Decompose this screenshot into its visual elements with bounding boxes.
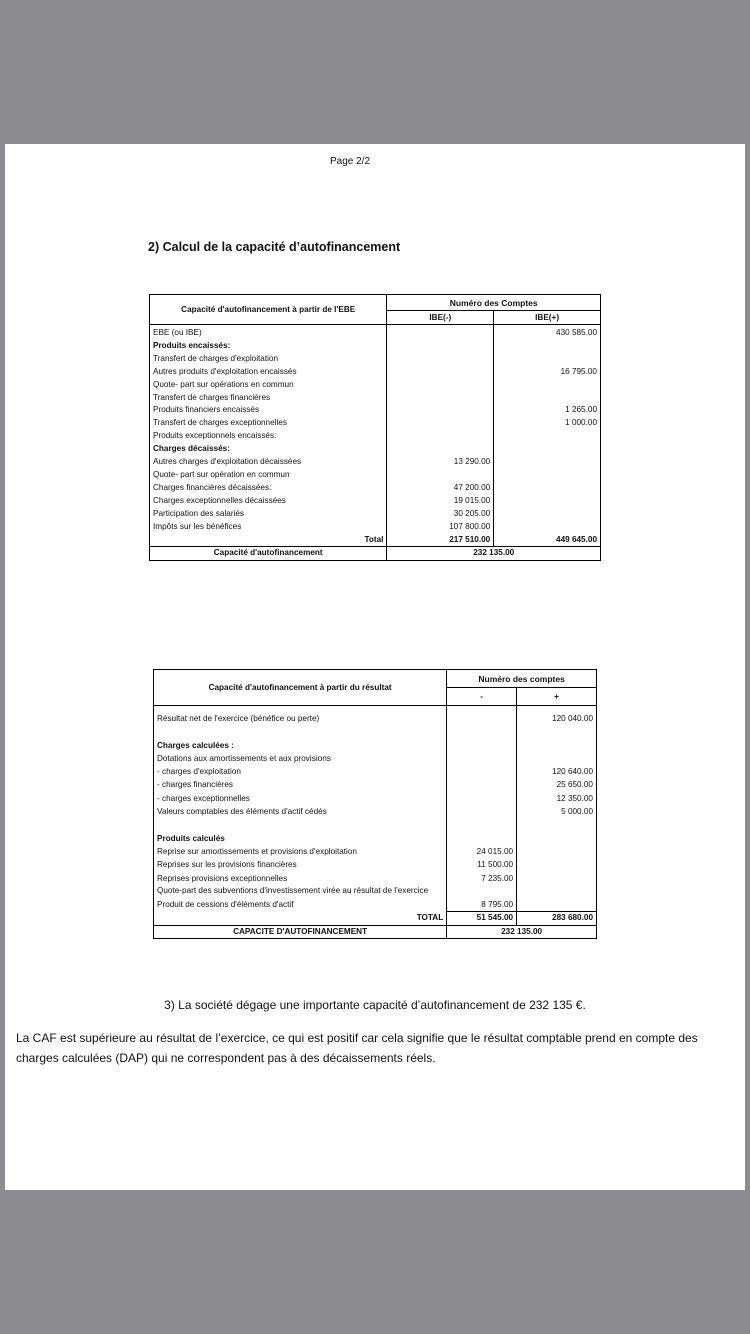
table2-cell-label: - charges d'exploitation (154, 765, 447, 778)
table2-cell-label: Charges calculées : (154, 739, 447, 752)
table1-cell-label: Produits encaissés: (150, 340, 387, 353)
table1-cell-label: Transfert de charges d'exploitation (150, 353, 387, 366)
table1-cell-plus (494, 340, 601, 353)
table2-total-plus: 283 680.00 (517, 912, 597, 926)
table2-cell-plus: 25 650.00 (556, 780, 593, 790)
table1-body (150, 325, 601, 534)
table1-cell-plus (494, 392, 601, 405)
table1-cell-minus: 107 800.00 (387, 521, 494, 534)
table1-cell-minus (387, 325, 494, 340)
table2-cell-plus (517, 752, 597, 765)
table1-cell-minus (387, 469, 494, 482)
table1-row (150, 430, 601, 443)
table2-title: Capacité d'autofinancement à partir du résultat (154, 670, 447, 706)
table2-cell-label: Produit de cessions d'éléments d'actif (154, 898, 447, 912)
table1-row (150, 353, 601, 366)
table1-cell-plus: 16 795.00 (560, 366, 597, 376)
table2-col-plus: + (517, 688, 597, 706)
table2-cell-minus (447, 818, 517, 831)
table1-cell-label: Charges financières décaissées: (150, 482, 387, 495)
document-page (5, 144, 745, 1190)
table2-cell-label: - charges financières (154, 778, 447, 791)
table2-cell-plus (517, 725, 597, 738)
table2-total-row (154, 912, 597, 926)
table2-total-minus: 51 545.00 (447, 912, 517, 926)
table2-cell-plus (517, 872, 597, 885)
table1-cell-minus: 30 205.00 (387, 508, 494, 521)
table1-cell-minus (387, 404, 494, 417)
table1-cell-minus (387, 443, 494, 456)
table1-cell-label: Transfert de charges financières (150, 392, 387, 405)
explanation-paragraph: La CAF est supérieure au résultat de l’exercice, ce qui est positif car cela signifie que le résultat comptable prend en compte des charges calculées (DAP) qui ne correspondent pas à des décaissements réels. (16, 1031, 698, 1065)
table1-cell-minus (387, 392, 494, 405)
table2-cell-plus (517, 885, 597, 898)
table2-group-header: Numéro des comptes (447, 670, 597, 688)
table1-cell-plus (494, 508, 601, 521)
table2-cell-minus: 11 500.00 (447, 858, 517, 871)
table1-cell-plus: 1 265.00 (565, 405, 597, 415)
table2-cell-plus (517, 845, 597, 858)
table2-cell-plus: 120 640.00 (552, 767, 593, 777)
table1-cell-label: Produits financiers encaissés (150, 404, 387, 417)
table1-cell-label: Quote- part sur opération en commun (150, 469, 387, 482)
table2-cell-label: - charges exceptionnelles (154, 792, 447, 805)
conclusion-text: 3) La société dégage une importante capacité d’autofinancement de 232 135 €. (164, 998, 586, 1012)
table2-cell-plus (517, 818, 597, 831)
table1-row (150, 379, 601, 392)
table1-row (150, 404, 601, 417)
table2-cell-label: Reprises sur les provisions financières (154, 858, 447, 871)
table1-row (150, 325, 601, 340)
table2-row (154, 778, 597, 791)
table2-caf-value: 232 135.00 (447, 925, 597, 939)
table2-row (154, 725, 597, 738)
table1-col-minus: IBE(-) (387, 311, 494, 325)
table1-cell-label: Autres charges d'exploitation décaissées (150, 456, 387, 469)
table1-row (150, 508, 601, 521)
table1-cell-plus (494, 482, 601, 495)
table2-cell-plus: 5 000.00 (561, 807, 593, 817)
table1-caf-value: 232 135.00 (387, 547, 601, 561)
table2-cell-label: Dotations aux amortissements et aux provisions (154, 752, 447, 765)
table2-cell-minus (447, 885, 517, 898)
table2-caf-row (154, 925, 597, 939)
table1-cell-label: Charges exceptionnelles décaissées (150, 495, 387, 508)
table1-cell-plus (494, 456, 601, 469)
table2-cell-minus: 24 015.00 (447, 845, 517, 858)
table1-cell-minus: 19 015.00 (387, 495, 494, 508)
table2-cell-minus (447, 752, 517, 765)
table1-row (150, 495, 601, 508)
table2-cell-label: Reprise sur amortissements et provisions d'exploitation (154, 845, 447, 858)
table2-row (154, 706, 597, 726)
table1-total-row (150, 534, 601, 547)
table2-row (154, 765, 597, 778)
section-title: 2) Calcul de la capacité d’autofinancement (148, 240, 401, 254)
table1-cell-label: Transfert de charges exceptionnelles (150, 417, 387, 430)
table2-col-minus: - (447, 688, 517, 706)
table1-cell-minus (387, 379, 494, 392)
table1-cell-minus (387, 417, 494, 430)
table2-cell-minus: 7 235.00 (447, 872, 517, 885)
table1-cell-plus (494, 379, 601, 392)
table1-cell-minus (387, 353, 494, 366)
table2-row (154, 858, 597, 871)
table2-cell-plus (517, 858, 597, 871)
table1-cell-label: Charges décaissés: (150, 443, 387, 456)
table1-cell-label: EBE (ou IBE) (150, 325, 387, 340)
page-number: Page 2/2 (329, 156, 371, 167)
table1-cell-plus (494, 521, 601, 534)
table2-row (154, 872, 597, 885)
table1-row (150, 417, 601, 430)
table1-cell-minus (387, 340, 494, 353)
table2-cell-minus (447, 725, 517, 738)
table2-cell-plus (517, 898, 597, 912)
table2-cell-minus (447, 765, 517, 778)
table1-cell-minus (387, 430, 494, 443)
table2-cell-label (154, 818, 447, 831)
table1-row (150, 443, 601, 456)
table2-cell-minus: 8 795.00 (447, 898, 517, 912)
table2-cell-minus (447, 792, 517, 805)
caf-resultat-table (153, 669, 597, 939)
table2-cell-label: Quote-part des subventions d'investissement virée au résultat de l'exercice (154, 885, 447, 898)
table1-cell-minus: 47 200.00 (387, 482, 494, 495)
table1-cell-label: Impôts sur les bénéfices (150, 521, 387, 534)
table1-cell-plus: 430 585.00 (556, 328, 597, 337)
table1-total-plus: 449 645.00 (494, 534, 601, 547)
table1-cell-plus (494, 495, 601, 508)
table1-row (150, 340, 601, 353)
table2-cell-minus (447, 739, 517, 752)
table1-col-plus: IBE(+) (494, 311, 601, 325)
table2-caf-label: CAPACITE D'AUTOFINANCEMENT (154, 925, 447, 939)
table1-row (150, 521, 601, 534)
table1-row (150, 392, 601, 405)
table2-cell-plus (517, 739, 597, 752)
table2-cell-label: Résultat net de l'exercice (bénéfice ou perte) (154, 706, 447, 726)
table2-row (154, 818, 597, 831)
table1-cell-label: Autres produits d'exploitation encaissés (150, 366, 387, 379)
table1-caf-row (150, 547, 601, 561)
table2-cell-plus: 120 040.00 (552, 714, 593, 723)
table2-cell-minus (447, 706, 517, 726)
table1-cell-minus: 13 290.00 (387, 456, 494, 469)
caf-ebe-table (149, 294, 601, 561)
table1-group-header: Numéro des Comptes (387, 295, 601, 311)
table1-cell-plus: 1 000.00 (565, 418, 597, 428)
table1-cell-minus (387, 366, 494, 379)
table2-row (154, 832, 597, 845)
table2-body (154, 706, 597, 912)
table2-cell-minus (447, 778, 517, 791)
table1-caf-label: Capacité d'autofinancement (150, 547, 387, 561)
table1-total-minus: 217 510.00 (387, 534, 494, 547)
table1-cell-label: Quote- part sur opérations en commun (150, 379, 387, 392)
table2-cell-label: Produits calculés (154, 832, 447, 845)
table2-row (154, 752, 597, 765)
table2-row (154, 885, 597, 898)
table1-row (150, 469, 601, 482)
table2-row (154, 805, 597, 818)
table2-row (154, 739, 597, 752)
table2-cell-label: Valeurs comptables des éléments d'actif cédés (154, 805, 447, 818)
table1-cell-plus (494, 443, 601, 456)
table2-cell-plus (517, 832, 597, 845)
table1-row (150, 366, 601, 379)
table2-row (154, 845, 597, 858)
table2-cell-minus (447, 805, 517, 818)
table1-row (150, 482, 601, 495)
table1-total-label: Total (150, 534, 387, 547)
table1-title: Capacité d'autofinancement à partir de l'EBE (150, 295, 387, 325)
table1-cell-label: Produits exceptionnels encaissés: (150, 430, 387, 443)
table1-cell-label: Participation des salariés (150, 508, 387, 521)
table2-cell-minus (447, 832, 517, 845)
table1-cell-plus (494, 469, 601, 482)
table1-row (150, 456, 601, 469)
table2-row (154, 898, 597, 912)
table2-cell-plus: 12 350.00 (556, 793, 593, 803)
table1-cell-plus (494, 353, 601, 366)
table2-cell-label (154, 725, 447, 738)
table1-cell-plus (494, 430, 601, 443)
table2-row (154, 792, 597, 805)
table2-total-label: TOTAL (154, 912, 447, 926)
table2-cell-label: Reprises provisions exceptionnelles (154, 872, 447, 885)
